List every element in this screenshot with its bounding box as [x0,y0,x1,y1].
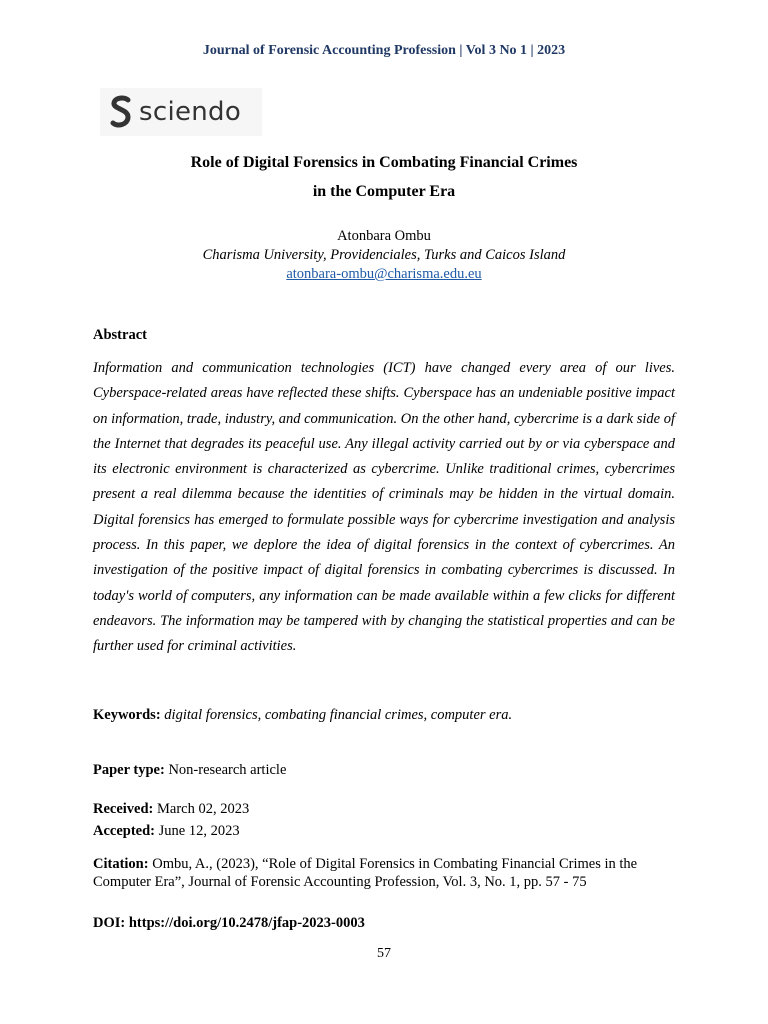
journal-header: Journal of Forensic Accounting Profession | Vol 3 No 1 | 2023 [202,43,566,58]
author-affiliation: Charisma University, Providenciales, Turks and Caicos Island [202,247,566,263]
doi-line [93,914,683,932]
page-number: 57 [377,946,391,961]
paper-type-label: Paper type: [93,762,165,778]
sciendo-logo-text: sciendo [139,97,242,127]
article-title-line-1: Role of Digital Forensics in Combating Financial Crimes [190,154,578,171]
author-email-link[interactable]: atonbara-ombu@charisma.edu.eu [286,266,482,282]
author-block [0,227,768,284]
accepted-line [93,822,683,840]
received-label: Received: [93,801,154,817]
sciendo-logo-icon [109,95,133,129]
article-title [0,148,768,206]
keywords-line [93,706,683,724]
article-title-line-2: in the Computer Era [312,183,456,200]
abstract-text: Information and communication technologies (ICT) have changed every area of our lives. Cyberspace-related areas have reflected these shifts. Cyberspace has an undeniable positive impact on information, trade, industry, and communication. On the other hand, cybercrime is a dark side of the Internet that degrades its peaceful use. Any illegal activity carried out by or via cyberspace and its electronic environment is characterized as cybercrime. Unlike traditional crimes, cybercrimes present a real dilemma because the identities of criminals may be hidden in the virtual domain. Digital forensics has emerged to formulate possible ways for cybercrime investigation and analysis process. In this paper, we deplore the idea of digital forensics in the context of cybercrimes. An investigation of the positive impact of digital forensics in combating cybercrimes is discussed. In today's world of computers, any information can be made available within a few clicks for different endeavors. The information may be tampered with by changing the statistical properties and can be further used for criminal activities. [93,360,675,655]
paper-type-value: Non-research article [168,762,287,778]
abstract-heading: Abstract [93,327,147,343]
sciendo-logo [100,88,262,136]
received-value: March 02, 2023 [157,801,250,817]
accepted-label: Accepted: [93,823,156,839]
keywords-label: Keywords: [93,707,161,723]
doi-link[interactable]: https://doi.org/10.2478/jfap-2023-0003 [128,915,365,931]
received-line [93,800,683,818]
author-name: Atonbara Ombu [337,228,431,244]
keywords-value: digital forensics, combating financial crimes, computer era. [164,707,513,723]
citation-value: Ombu, A., (2023), “Role of Digital Forensics in Combating Financial Crimes in the Computer Era”, Journal of Forensic Accounting Profession, Vol. 3, No. 1, pp. 57 - 75 [93,856,638,890]
citation-line [93,855,683,891]
accepted-value: June 12, 2023 [158,823,240,839]
paper-type-line [93,761,683,779]
doi-label: DOI: [93,915,126,931]
citation-label: Citation: [93,856,149,872]
